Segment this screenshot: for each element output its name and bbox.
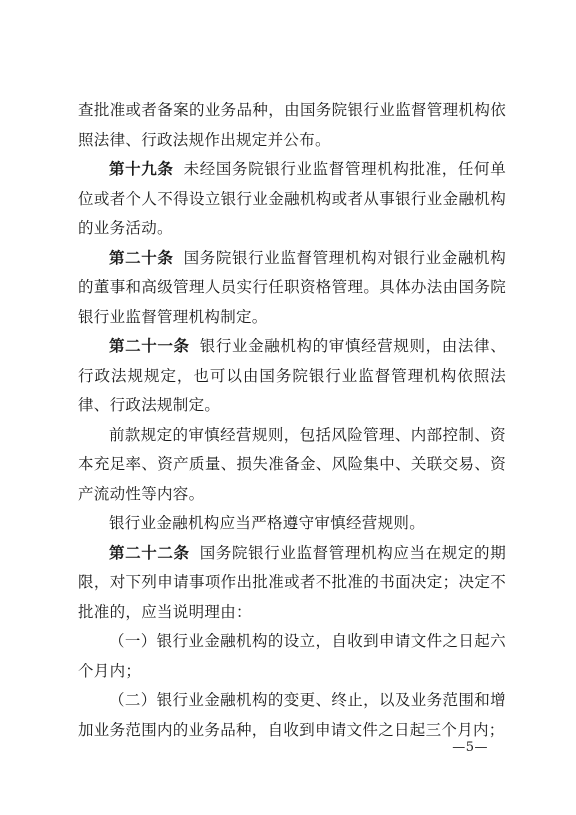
paragraph [78, 332, 506, 421]
paragraph [78, 627, 506, 686]
paragraph-text: 银行业金融机构的审慎经营规则，由法律、行政法规规定，也可以由国务院银行业监督管理机构依照法律、行政法规制定。 [78, 337, 506, 414]
paragraph [78, 686, 506, 745]
paragraph-text: 国务院银行业监督管理机构对银行业金融机构的董事和高级管理人员实行任职资格管理。具体办法由国务院银行业监督管理机构制定。 [78, 248, 506, 326]
paragraph [78, 96, 506, 155]
paragraph-text: 查批准或者备案的业务品种，由国务院银行业监督管理机构依照法律、行政法规作出规定并公布。 [78, 101, 506, 149]
paragraph-text: （二）银行业金融机构的变更、终止，以及业务范围和增加业务范围内的业务品种，自收到申请文件之日起三个月内； [78, 691, 506, 739]
page-number: —5— [452, 740, 488, 755]
paragraph-text: 银行业金融机构应当严格遵守审慎经营规则。 [109, 514, 426, 532]
paragraph [78, 244, 506, 333]
paragraph-text: 前款规定的审慎经营规则，包括风险管理、内部控制、资本充足率、资产质量、损失准备金、风险集中、关联交易、资产流动性等内容。 [78, 425, 506, 503]
paragraph-text: （一）银行业金融机构的设立，自收到申请文件之日起六个月内； [78, 632, 506, 680]
document-body [78, 96, 506, 745]
article-heading: 第十九条 [109, 160, 174, 178]
article-heading: 第二十条 [109, 248, 174, 267]
paragraph [78, 539, 506, 628]
paragraph [78, 421, 506, 510]
article-heading: 第二十一条 [109, 337, 190, 355]
paragraph-text: 国务院银行业监督管理机构应当在规定的期限，对下列申请事项作出批准或者不批准的书面决定；决定不批准的，应当说明理由： [78, 543, 506, 621]
paragraph [78, 509, 506, 539]
article-heading: 第二十二条 [109, 543, 190, 562]
paragraph [78, 155, 506, 244]
paragraph-text: 未经国务院银行业监督管理机构批准，任何单位或者个人不得设立银行业金融机构或者从事银行业金融机构的业务活动。 [78, 160, 506, 237]
